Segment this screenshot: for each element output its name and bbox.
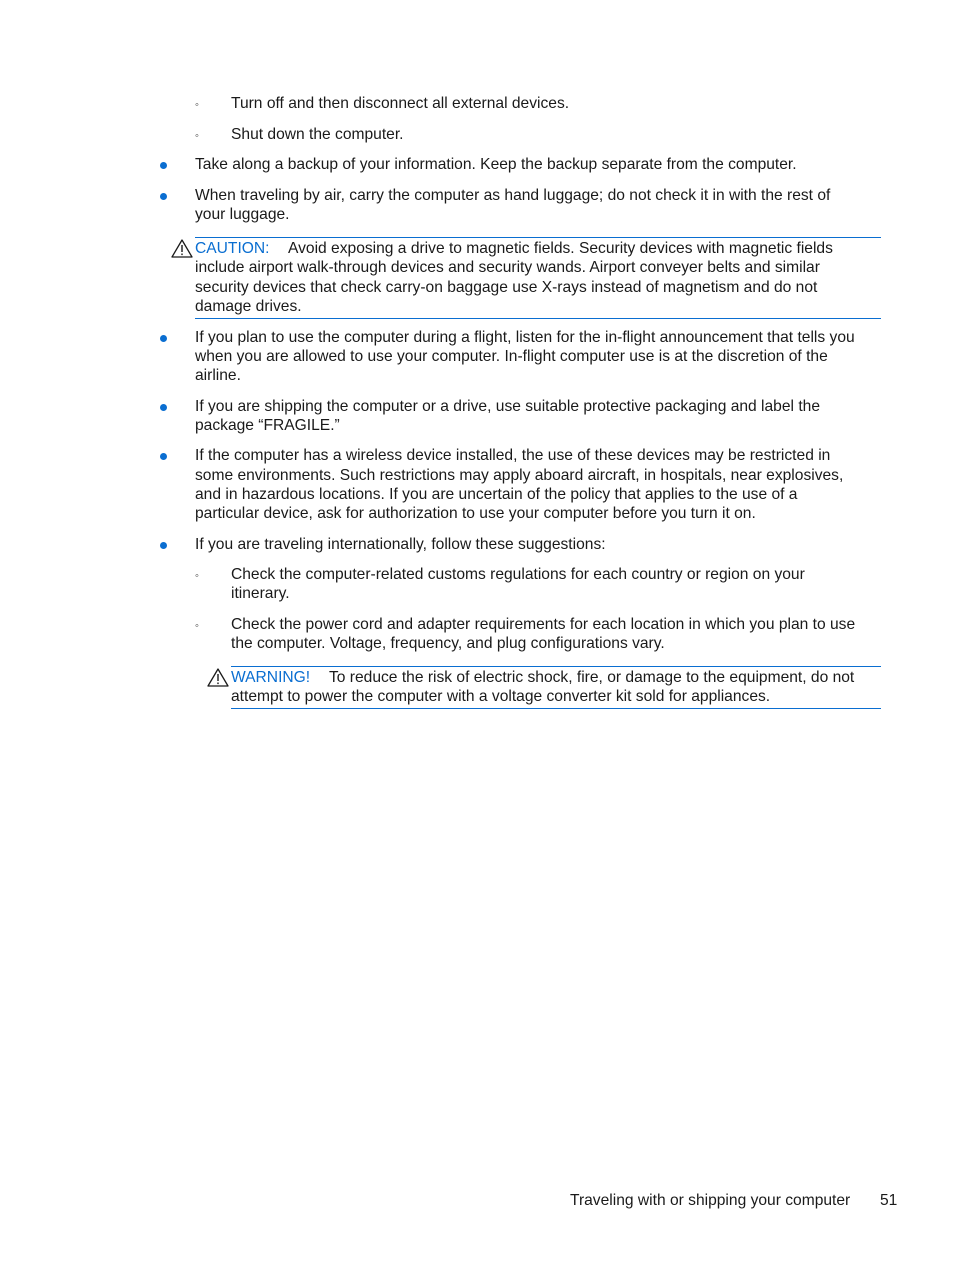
list-item: If you are traveling internationally, follow these suggestions: <box>195 536 606 553</box>
bullet <box>160 404 167 411</box>
sub-bullet: ◦ <box>195 620 199 632</box>
list-item: When traveling by air, carry the computer as hand luggage; do not check it in with the rest of <box>195 187 831 204</box>
sub-bullet: ◦ <box>195 570 199 582</box>
list-item: If the computer has a wireless device installed, the use of these devices may be restricted in <box>195 447 831 464</box>
list-item-continued: when you are allowed to use your computer. In-flight computer use is at the discretion of the <box>195 348 828 365</box>
list-item-continued: and in hazardous locations. If you are uncertain of the policy that applies to the use of a <box>195 486 798 503</box>
bullet <box>160 542 167 549</box>
list-item-continued: some environments. Such restrictions may apply aboard aircraft, in hospitals, near explosives, <box>195 467 844 484</box>
warning-text: To reduce the risk of electric shock, fire, or damage to the equipment, do not <box>329 669 855 686</box>
list-item: Take along a backup of your information. Keep the backup separate from the computer. <box>195 156 797 173</box>
list-item-continued: itinerary. <box>231 585 290 602</box>
bullet <box>160 193 167 200</box>
sub-bullet: ◦ <box>195 130 199 142</box>
list-item: Check the computer-related customs regulations for each country or region on your <box>231 566 805 583</box>
caution-top-rule <box>195 237 881 238</box>
caution-text: include airport walk-through devices and security wands. Airport conveyer belts and similar <box>195 259 820 276</box>
list-item: If you are shipping the computer or a drive, use suitable protective packaging and label the <box>195 398 820 415</box>
list-item-continued: the computer. Voltage, frequency, and plug configurations vary. <box>231 635 665 652</box>
warning-triangle-icon <box>171 239 193 258</box>
caution-label: CAUTION: <box>195 240 270 257</box>
bullet <box>160 335 167 342</box>
page-number: 51 <box>880 1192 898 1209</box>
bullet <box>160 162 167 169</box>
warning-top-rule <box>231 666 881 667</box>
list-item: If you plan to use the computer during a flight, listen for the in-flight announcement that tells you <box>195 329 855 346</box>
list-item: Turn off and then disconnect all external devices. <box>231 95 570 112</box>
list-item: Shut down the computer. <box>231 126 404 143</box>
caution-bottom-rule <box>195 318 881 319</box>
warning-bottom-rule <box>231 708 881 709</box>
sub-bullet: ◦ <box>195 99 199 111</box>
list-item-continued: particular device, ask for authorization to use your computer before you turn it on. <box>195 505 756 522</box>
caution-text: security devices that check carry-on baggage use X-rays instead of magnetism and do not <box>195 279 818 296</box>
warning-label: WARNING! <box>231 669 311 686</box>
caution-text: damage drives. <box>195 298 302 315</box>
caution-text: Avoid exposing a drive to magnetic fields. Security devices with magnetic fields <box>288 240 833 257</box>
bullet <box>160 453 167 460</box>
list-item: Check the power cord and adapter requirements for each location in which you plan to use <box>231 616 856 633</box>
list-item-continued: package “FRAGILE.” <box>195 417 340 434</box>
list-item-continued: your luggage. <box>195 206 290 223</box>
warning-text: attempt to power the computer with a voltage converter kit sold for appliances. <box>231 688 771 705</box>
list-item-continued: airline. <box>195 367 241 384</box>
warning-triangle-icon <box>207 668 229 687</box>
footer-section-title: Traveling with or shipping your computer <box>570 1192 851 1209</box>
